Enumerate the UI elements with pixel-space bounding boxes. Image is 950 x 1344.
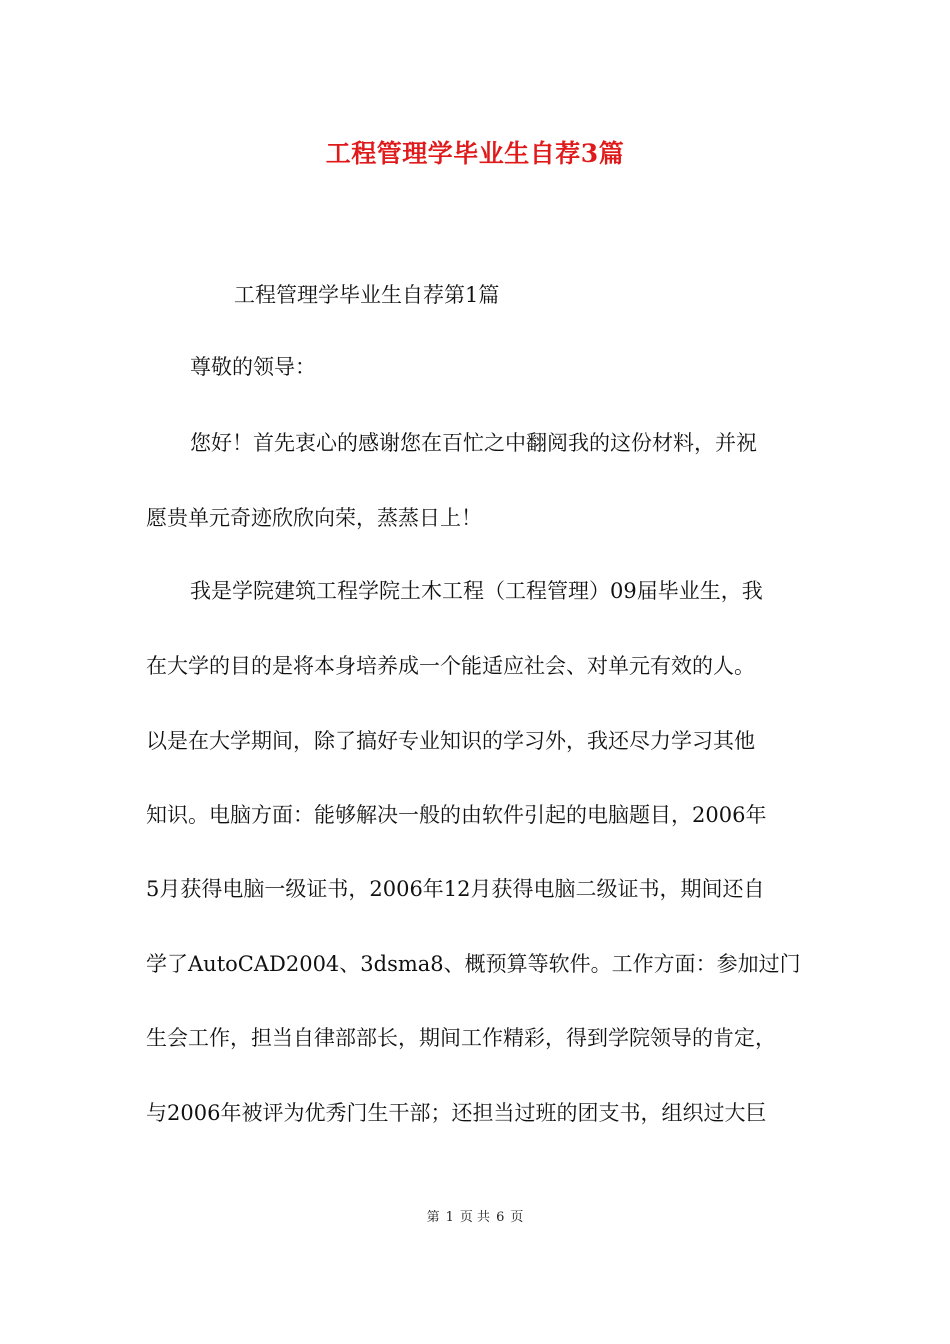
paragraph-line: 愿贵单元奇迹欣欣向荣，蒸蒸日上！	[146, 506, 482, 530]
footer-prefix: 第	[426, 1210, 440, 1225]
paragraph-line: 学了AutoCAD2004、3dsma8、概预算等软件。工作方面：参加过门	[146, 952, 801, 976]
paragraph-line: 在大学的目的是将本身培养成一个能适应社会、对单元有效的人。	[146, 654, 755, 678]
paragraph-line: 知识。电脑方面：能够解决一般的由软件引起的电脑题目，2006年	[146, 803, 767, 827]
footer-suffix: 页	[510, 1210, 524, 1225]
paragraph-line: 您好！首先衷心的感谢您在百忙之中翻阅我的这份材料，并祝	[190, 431, 757, 455]
paragraph-line: 5月获得电脑一级证书，2006年12月获得电脑二级证书，期间还自	[146, 877, 765, 901]
page-number-footer	[0, 1208, 950, 1228]
footer-mid: 页 共	[459, 1210, 491, 1225]
footer-current-page: 1	[445, 1210, 454, 1225]
document-title: 工程管理学毕业生自荐3篇	[325, 139, 625, 168]
paragraph-line: 生会工作，担当自律部部长，期间工作精彩，得到学院领导的肯定，	[146, 1026, 776, 1050]
salutation-line: 尊敬的领导：	[190, 355, 316, 379]
footer-total-pages: 6	[496, 1210, 505, 1225]
paragraph-line: 我是学院建筑工程学院土木工程（工程管理）09届毕业生，我	[190, 579, 763, 603]
section-heading: 工程管理学毕业生自荐第1篇	[234, 283, 500, 307]
paragraph-line: 与2006年被评为优秀门生干部；还担当过班的团支书，组织过大巨	[146, 1101, 767, 1125]
paragraph-line: 以是在大学期间，除了搞好专业知识的学习外，我还尽力学习其他	[146, 729, 755, 753]
